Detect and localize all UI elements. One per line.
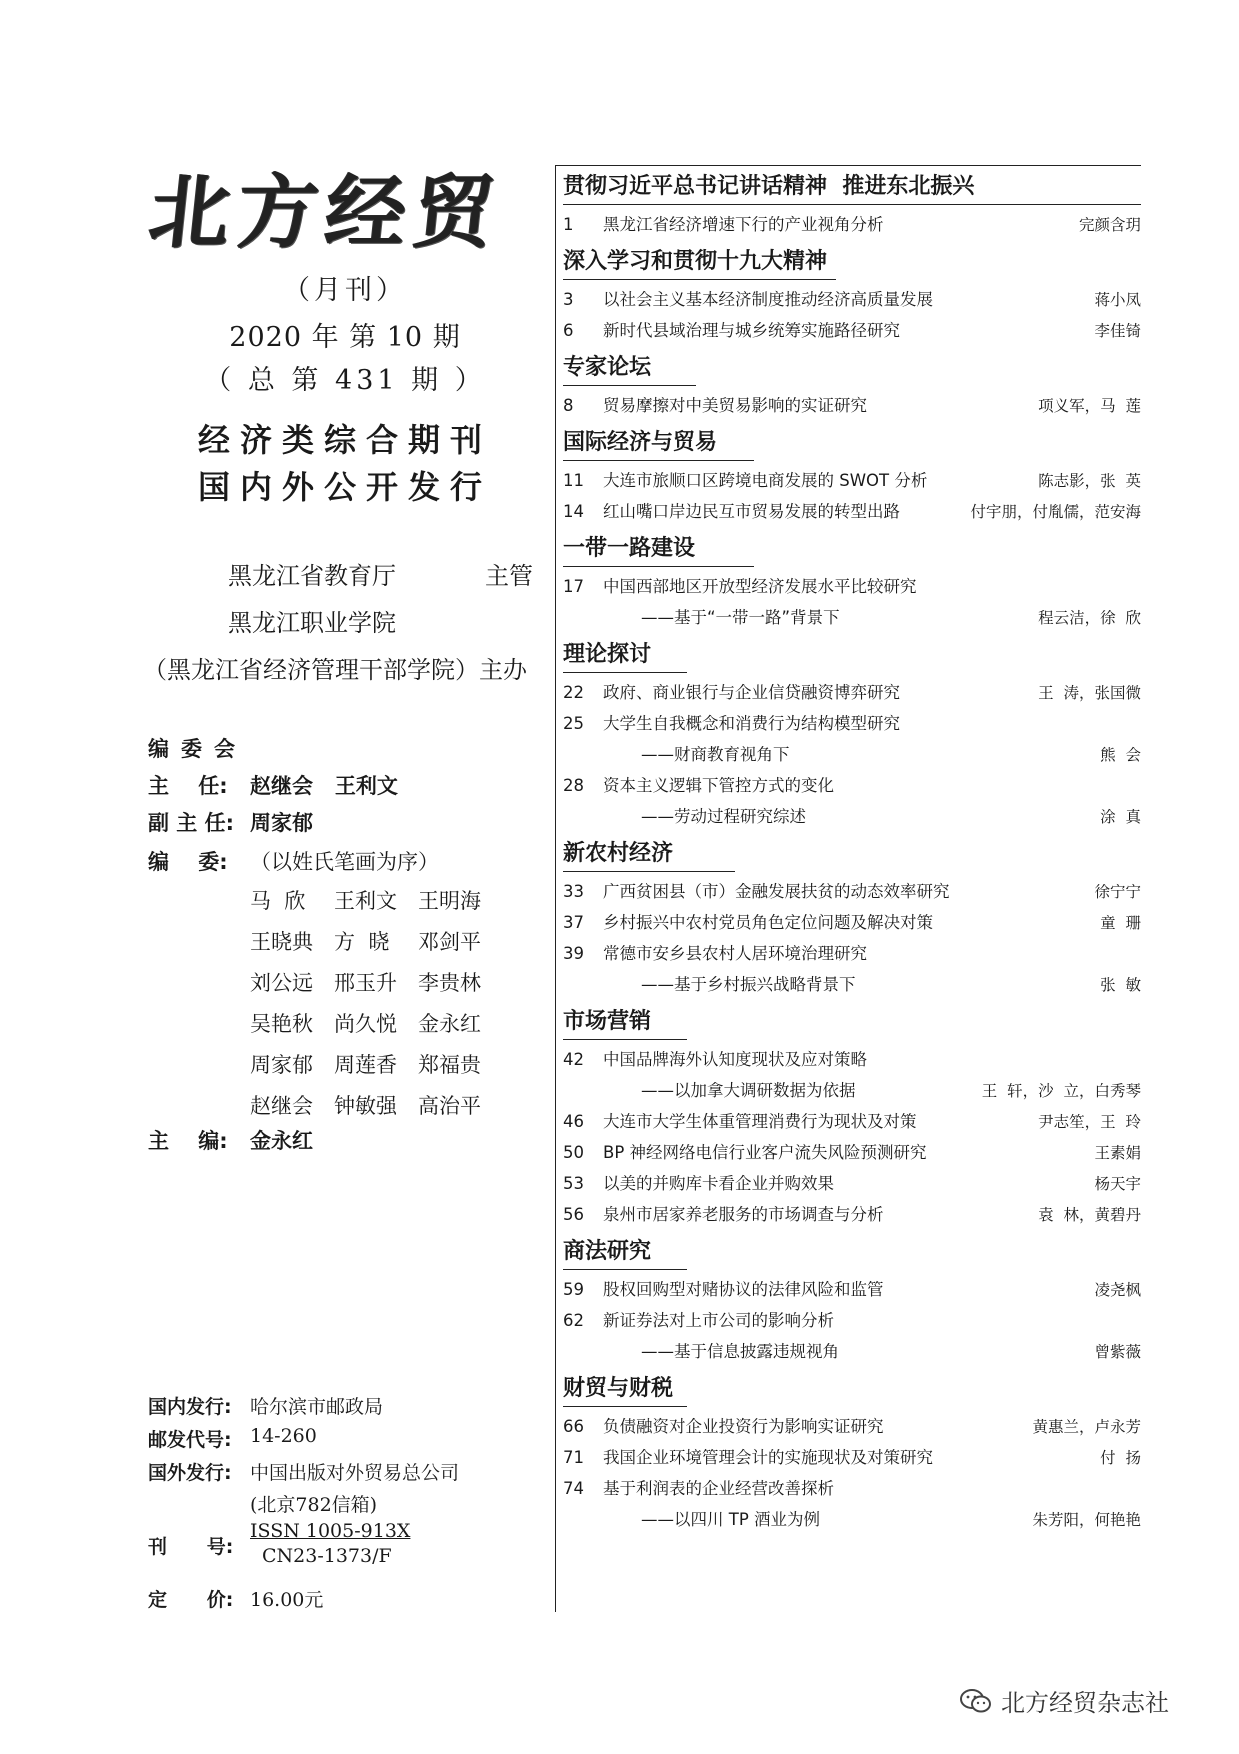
issn-label: 刊 号: <box>148 1536 234 1558</box>
toc-entry[interactable] <box>563 1337 1141 1367</box>
toc-page-number: 74 <box>563 1479 584 1498</box>
toc-entry[interactable] <box>563 1275 1141 1305</box>
toc-authors: 杨天宇 <box>1094 1175 1141 1193</box>
toc-authors: 付宇朋，付胤儒，范安海 <box>970 503 1141 521</box>
toc-page-number: 71 <box>563 1448 584 1467</box>
domestic-distribution-label: 国内发行: <box>148 1396 232 1418</box>
cn-number: CN23-1373/F <box>262 1545 392 1567</box>
toc-article-subtitle: ——基于“一带一路”背景下 <box>641 608 840 627</box>
member-list <box>250 885 500 1120</box>
price-label: 定 价: <box>148 1589 234 1611</box>
director-label: 主 任: <box>148 774 228 798</box>
toc-entry[interactable] <box>563 970 1141 1000</box>
toc-article-title: 黑龙江省经济增速下行的产业视角分析 <box>603 215 884 234</box>
toc-page-number: 37 <box>563 913 584 932</box>
toc-entry[interactable] <box>563 316 1141 346</box>
member-name: 王利文 <box>334 889 397 913</box>
toc-article-title: 新时代县域治理与城乡统筹实施路径研究 <box>603 321 900 340</box>
toc-entry[interactable] <box>563 603 1141 633</box>
toc-authors: 王 轩，沙 立，白秀琴 <box>981 1082 1141 1100</box>
member-name: 邢玉升 <box>334 971 397 995</box>
toc-page-number: 14 <box>563 502 584 521</box>
toc-authors: 曾紫薇 <box>1094 1343 1141 1361</box>
deputy-names: 周家郁 <box>250 811 313 835</box>
toc-authors: 张 敏 <box>1100 976 1141 994</box>
member-name: 赵继会 <box>250 1094 313 1118</box>
toc-section-title: 贯彻习近平总书记讲话精神 推进东北振兴 <box>563 174 975 199</box>
toc-entry[interactable] <box>563 572 1141 602</box>
toc-article-subtitle: ——以四川 TP 酒业为例 <box>641 1510 821 1529</box>
toc-entry[interactable] <box>563 802 1141 832</box>
toc-page-number: 46 <box>563 1112 584 1131</box>
toc-section-underline <box>563 204 1141 205</box>
toc-section-title: 商法研究 <box>563 1239 652 1264</box>
toc-page-number: 8 <box>563 396 574 415</box>
toc-article-title: 以社会主义基本经济制度推动经济高质量发展 <box>603 290 933 309</box>
deputy-label: 副 主 任: <box>148 811 235 835</box>
toc-entry[interactable] <box>563 285 1141 315</box>
toc-entry[interactable] <box>563 740 1141 770</box>
toc-page-number: 3 <box>563 290 574 309</box>
toc-article-subtitle: ——以加拿大调研数据为依据 <box>641 1081 856 1100</box>
toc-entry[interactable] <box>563 678 1141 708</box>
toc-section-underline <box>563 385 696 386</box>
sponsor-org-alt: （黑龙江省经济管理干部学院）主办 <box>143 656 527 684</box>
member-name: 王明海 <box>418 889 481 913</box>
member-name: 高治平 <box>418 1094 481 1118</box>
toc-entry[interactable] <box>563 1045 1141 1075</box>
members-note: （以姓氏笔画为序） <box>250 850 439 874</box>
international-distribution-value: 中国出版对外贸易总公司 <box>250 1462 460 1484</box>
postal-code-label: 邮发代号: <box>148 1429 232 1451</box>
toc-section-underline <box>563 871 735 872</box>
toc-entry[interactable] <box>563 709 1141 739</box>
toc-authors: 熊 会 <box>1100 746 1141 764</box>
international-distribution-label: 国外发行: <box>148 1462 232 1484</box>
toc-page-number: 50 <box>563 1143 584 1162</box>
toc-section-underline <box>563 1039 687 1040</box>
member-name: 李贵林 <box>418 971 481 995</box>
director-names: 赵继会 王利文 <box>250 774 398 798</box>
toc-article-title: 基于利润表的企业经营改善探析 <box>603 1479 834 1498</box>
toc-authors: 程云洁，徐 欣 <box>1038 609 1141 627</box>
frequency-label: （月刊） <box>283 275 407 306</box>
slogan-line-2: 国内外公开发行 <box>197 468 492 506</box>
total-issue-number: （ 总 第 431 期 ） <box>204 365 486 396</box>
journal-logo: 北方经贸 <box>145 165 507 259</box>
toc-entry[interactable] <box>563 1076 1141 1106</box>
price-value: 16.00元 <box>250 1589 324 1611</box>
toc-entry[interactable] <box>563 391 1141 421</box>
toc-entry[interactable] <box>563 1169 1141 1199</box>
toc-authors: 付 扬 <box>1100 1449 1141 1467</box>
toc-entry[interactable] <box>563 1306 1141 1336</box>
toc-authors: 朱芳阳，何艳艳 <box>1032 1511 1141 1529</box>
members-label: 编 委: <box>148 850 228 874</box>
toc-authors: 项义军，马 莲 <box>1038 397 1141 415</box>
slogan-line-1: 经济类综合期刊 <box>197 421 492 459</box>
member-name: 郑福贵 <box>418 1053 481 1077</box>
toc-article-title: 乡村振兴中农村党员角色定位问题及解决对策 <box>603 913 933 932</box>
supervisor-role: 主管 <box>485 562 533 590</box>
toc-article-title: 负债融资对企业投资行为影响实证研究 <box>603 1417 884 1436</box>
toc-entry[interactable] <box>563 771 1141 801</box>
toc-section-title: 深入学习和贯彻十九大精神 <box>563 249 828 274</box>
toc-entry[interactable] <box>563 877 1141 907</box>
toc-article-title: 新证券法对上市公司的影响分析 <box>603 1311 834 1330</box>
toc-page-number: 6 <box>563 321 574 340</box>
toc-section-title: 市场营销 <box>563 1009 652 1034</box>
toc-authors: 徐宁宁 <box>1094 883 1141 901</box>
toc-section-title: 专家论坛 <box>563 355 652 380</box>
wechat-icon <box>959 1688 993 1714</box>
toc-section-underline <box>563 279 836 280</box>
toc-entry[interactable] <box>563 939 1141 969</box>
member-name: 钟敏强 <box>334 1094 397 1118</box>
toc-article-title: 资本主义逻辑下管控方式的变化 <box>603 776 834 795</box>
member-name: 周家郁 <box>250 1053 313 1077</box>
toc-authors: 袁 林，黄碧丹 <box>1038 1206 1141 1224</box>
toc-page-number: 62 <box>563 1311 584 1330</box>
toc-page-number: 33 <box>563 882 584 901</box>
toc-authors: 完颜含玥 <box>1078 216 1141 234</box>
member-name: 王晓典 <box>250 930 313 954</box>
toc-article-subtitle: ——劳动过程研究综述 <box>641 807 806 826</box>
toc-article-title: 常德市安乡县农村人居环境治理研究 <box>603 944 867 963</box>
toc-section-title: 新农村经济 <box>563 841 674 866</box>
toc-section-title: 理论探讨 <box>563 642 652 667</box>
toc-article-subtitle: ——财商教育视角下 <box>641 745 790 764</box>
toc-page-number: 1 <box>563 215 574 234</box>
member-name: 邓剑平 <box>418 930 481 954</box>
toc-page-number: 17 <box>563 577 584 596</box>
toc-article-title: 中国品牌海外认知度现状及应对策略 <box>603 1050 867 1069</box>
toc-section-underline <box>563 1269 687 1270</box>
toc-article-title: BP 神经网络电信行业客户流失风险预测研究 <box>603 1143 927 1162</box>
member-name: 吴艳秋 <box>250 1012 313 1036</box>
toc-entry[interactable] <box>563 1412 1141 1442</box>
toc-article-title: 广西贫困县（市）金融发展扶贫的动态效率研究 <box>603 882 950 901</box>
toc-entry[interactable] <box>563 1138 1141 1168</box>
toc-section-underline <box>563 672 687 673</box>
international-mailbox: (北京782信箱) <box>250 1494 378 1516</box>
toc-article-title: 大连市大学生体重管理消费行为现状及对策 <box>603 1112 917 1131</box>
member-name: 刘公远 <box>250 971 313 995</box>
toc-page-number: 56 <box>563 1205 584 1224</box>
toc-authors: 黄惠兰，卢永芳 <box>1032 1418 1141 1436</box>
toc-article-title: 泉州市居家养老服务的市场调查与分析 <box>603 1205 884 1224</box>
editorial-board-heading: 编委会 <box>148 737 247 761</box>
toc-page-number: 25 <box>563 714 584 733</box>
toc-authors: 尹志笙，王 玲 <box>1038 1113 1141 1131</box>
toc-entry[interactable] <box>563 1200 1141 1230</box>
member-name: 金永红 <box>418 1012 481 1036</box>
member-name: 马 欣 <box>250 889 306 913</box>
toc-page-number: 59 <box>563 1280 584 1299</box>
toc-section-underline <box>563 460 754 461</box>
issn-value: ISSN 1005-913X <box>250 1520 411 1542</box>
toc-page-number: 28 <box>563 776 584 795</box>
toc-page-number: 66 <box>563 1417 584 1436</box>
toc-authors: 王 涛，张国微 <box>1038 684 1141 702</box>
toc-section-title: 财贸与财税 <box>563 1376 674 1401</box>
toc-article-title: 股权回购型对赌协议的法律风险和监管 <box>603 1280 884 1299</box>
toc-authors: 李佳锜 <box>1094 322 1141 340</box>
toc-authors: 王素娟 <box>1094 1144 1141 1162</box>
toc-article-title: 中国西部地区开放型经济发展水平比较研究 <box>603 577 917 596</box>
toc-page-number: 39 <box>563 944 584 963</box>
toc-article-subtitle: ——基于乡村振兴战略背景下 <box>641 975 856 994</box>
toc-article-title: 贸易摩擦对中美贸易影响的实证研究 <box>603 396 867 415</box>
member-name: 方 晓 <box>334 930 390 954</box>
member-name: 尚久悦 <box>334 1012 397 1036</box>
watermark-text: 北方经贸杂志社 <box>1001 1689 1169 1717</box>
toc-article-title: 以美的并购库卡看企业并购效果 <box>603 1174 834 1193</box>
toc-article-title: 大连市旅顺口区跨境电商发展的 SWOT 分析 <box>603 471 928 490</box>
member-name: 周莲香 <box>334 1053 397 1077</box>
toc-authors: 童 珊 <box>1100 914 1141 932</box>
issue-number: 2020 年 第 10 期 <box>229 322 461 353</box>
toc-page-number: 22 <box>563 683 584 702</box>
toc-entry[interactable] <box>563 1505 1141 1535</box>
toc-entry[interactable] <box>563 1443 1141 1473</box>
toc-article-title: 我国企业环境管理会计的实施现状及对策研究 <box>603 1448 933 1467</box>
toc-article-title: 政府、商业银行与企业信贷融资博弈研究 <box>603 683 900 702</box>
postal-code-value: 14-260 <box>250 1425 317 1447</box>
chief-editor-label: 主 编: <box>148 1129 228 1153</box>
domestic-distribution-value: 哈尔滨市邮政局 <box>250 1396 384 1418</box>
toc-page-number: 42 <box>563 1050 584 1069</box>
toc-page-number: 11 <box>563 471 584 490</box>
toc-article-title: 大学生自我概念和消费行为结构模型研究 <box>603 714 900 733</box>
supervisor-org: 黑龙江省教育厅 <box>228 562 396 590</box>
toc-entry[interactable] <box>563 1107 1141 1137</box>
toc-section-underline <box>563 1406 687 1407</box>
toc-authors: 涂 真 <box>1100 808 1141 826</box>
toc-page-number: 53 <box>563 1174 584 1193</box>
toc-article-title: 红山嘴口岸边民互市贸易发展的转型出路 <box>603 502 900 521</box>
toc-authors: 蒋小凤 <box>1094 291 1141 309</box>
toc-article-subtitle: ——基于信息披露违规视角 <box>641 1342 839 1361</box>
sponsor-org: 黑龙江职业学院 <box>228 609 396 637</box>
toc-entry[interactable] <box>563 1474 1141 1504</box>
chief-editor-name: 金永红 <box>250 1129 313 1153</box>
toc-entry[interactable] <box>563 210 1141 240</box>
toc-entry[interactable] <box>563 466 1141 496</box>
toc-authors: 凌尧枫 <box>1094 1281 1141 1299</box>
toc-section-underline <box>563 566 754 567</box>
toc-entry[interactable] <box>563 497 1141 527</box>
wechat-watermark <box>959 1683 1169 1718</box>
toc-authors: 陈志影，张 英 <box>1038 472 1141 490</box>
toc-section-title: 国际经济与贸易 <box>563 430 718 455</box>
toc-section-title: 一带一路建设 <box>563 536 696 561</box>
toc-entry[interactable] <box>563 908 1141 938</box>
